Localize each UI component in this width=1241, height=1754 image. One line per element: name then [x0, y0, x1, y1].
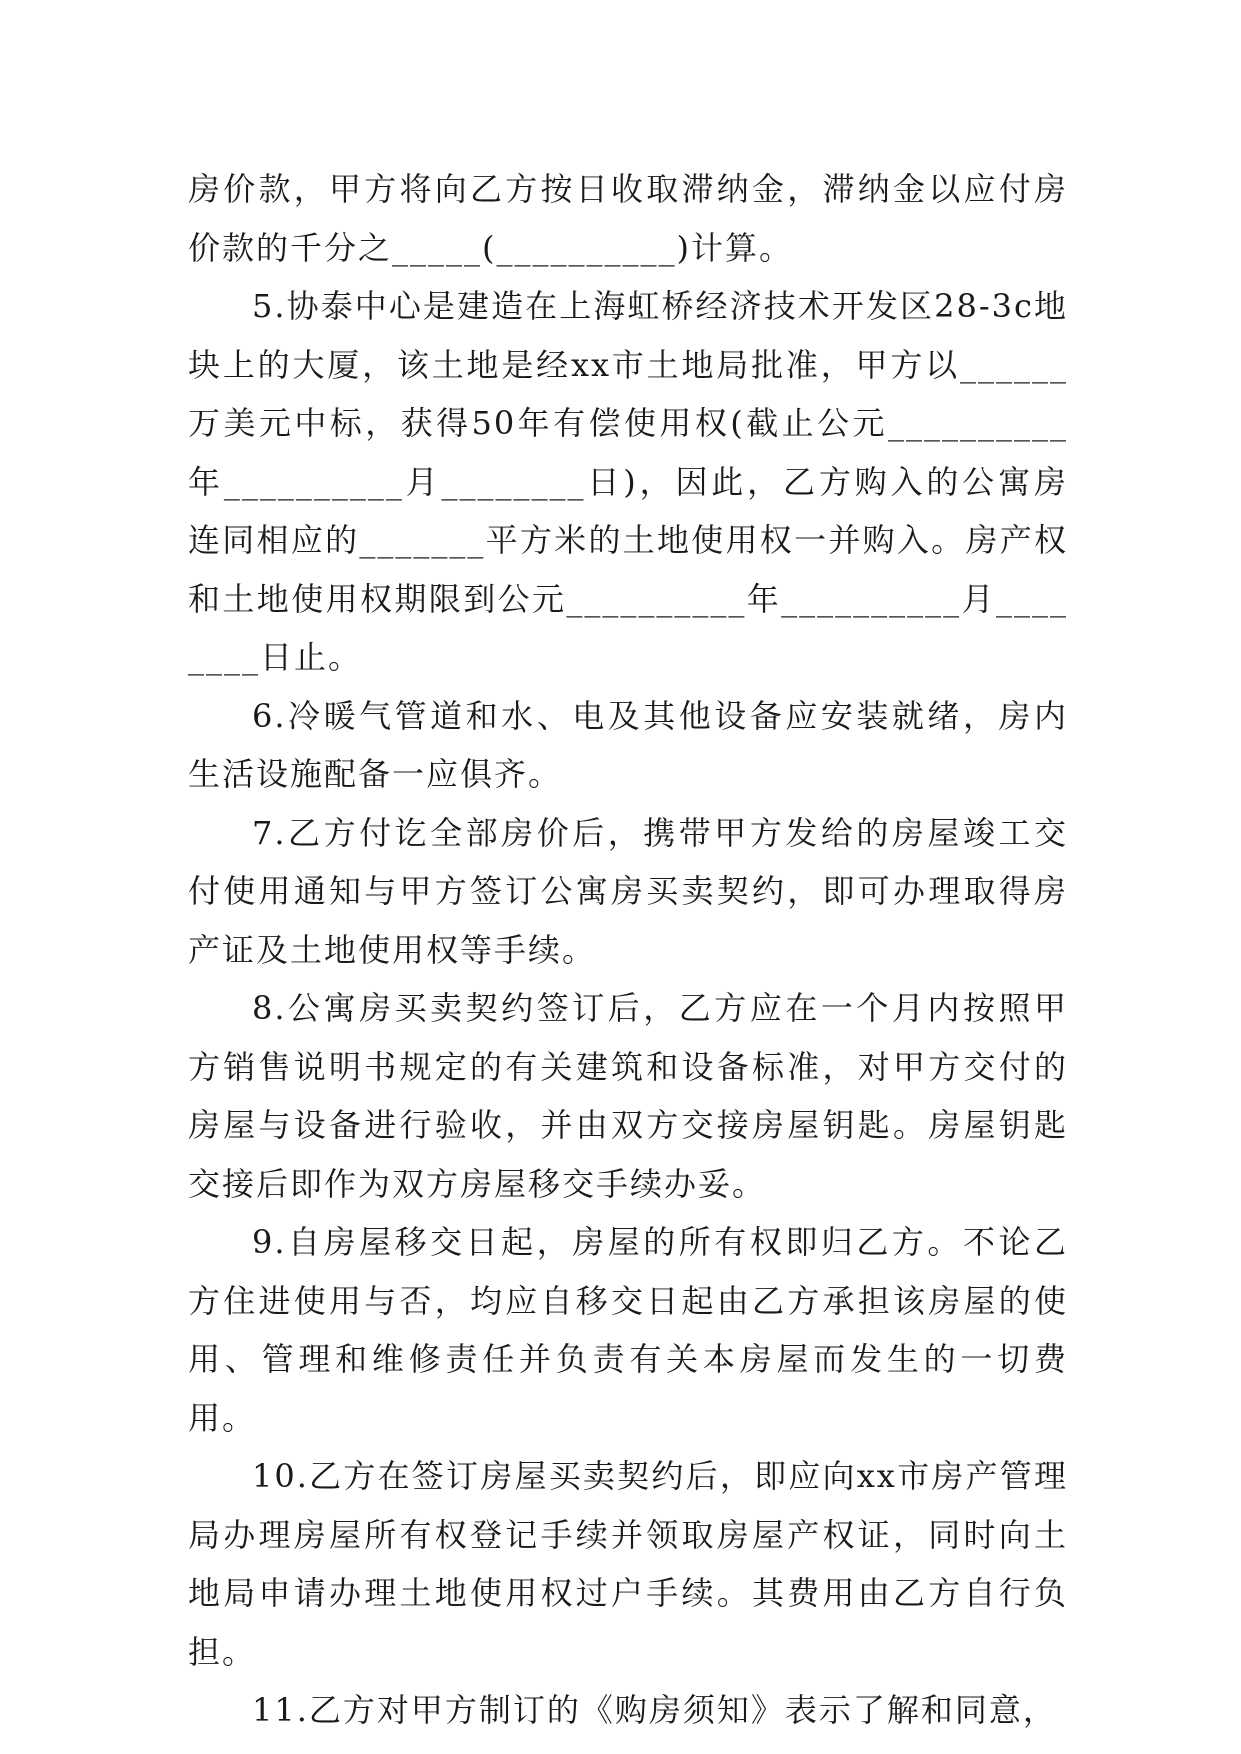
paragraph-clause-7: 7.乙方付讫全部房价后，携带甲方发给的房屋竣工交付使用通知与甲方签订公寓房买卖契约，即可办理取得房产证及土地使用权等手续。 [188, 813, 1068, 969]
paragraph-clause-5: 5.协泰中心是建造在上海虹桥经济技术开发区28-3c地块上的大厦，该土地是经xx市土地局批准，甲方以______万美元中标，获得50年有偿使用权(截止公元__________年__________月________日)，因此，乙方购入的公寓房连同相应的_______平方米的土地使用权一并购入。房产权和土地使用权期限到公元__________年__________月________日止。 [188, 287, 1068, 676]
paragraph-clause-6: 6.冷暖气管道和水、电及其他设备应安装就绪，房内生活设施配备一应俱齐。 [188, 696, 1068, 793]
paragraph-late-payment-continued: 房价款，甲方将向乙方按日收取滞纳金，滞纳金以应付房价款的千分之_____(__________)计算。 [188, 170, 1068, 267]
document-body [188, 160, 1068, 1740]
paragraph-clause-10: 10.乙方在签订房屋买卖契约后，即应向xx市房产管理局办理房屋所有权登记手续并领取房屋产权证，同时向土地局申请办理土地使用权过户手续。其费用由乙方自行负担。 [188, 1457, 1068, 1671]
paragraph-clause-8: 8.公寓房买卖契约签订后，乙方应在一个月内按照甲方销售说明书规定的有关建筑和设备标准，对甲方交付的房屋与设备进行验收，并由双方交接房屋钥匙。房屋钥匙交接后即作为双方房屋移交手续办妥。 [188, 989, 1068, 1203]
paragraph-clause-9: 9.自房屋移交日起，房屋的所有权即归乙方。不论乙方住进使用与否，均应自移交日起由乙方承担该房屋的使用、管理和维修责任并负责有关本房屋而发生的一切费用。 [188, 1223, 1068, 1437]
paragraph-clause-11: 11.乙方对甲方制订的《购房须知》表示了解和同意， [252, 1691, 1057, 1729]
